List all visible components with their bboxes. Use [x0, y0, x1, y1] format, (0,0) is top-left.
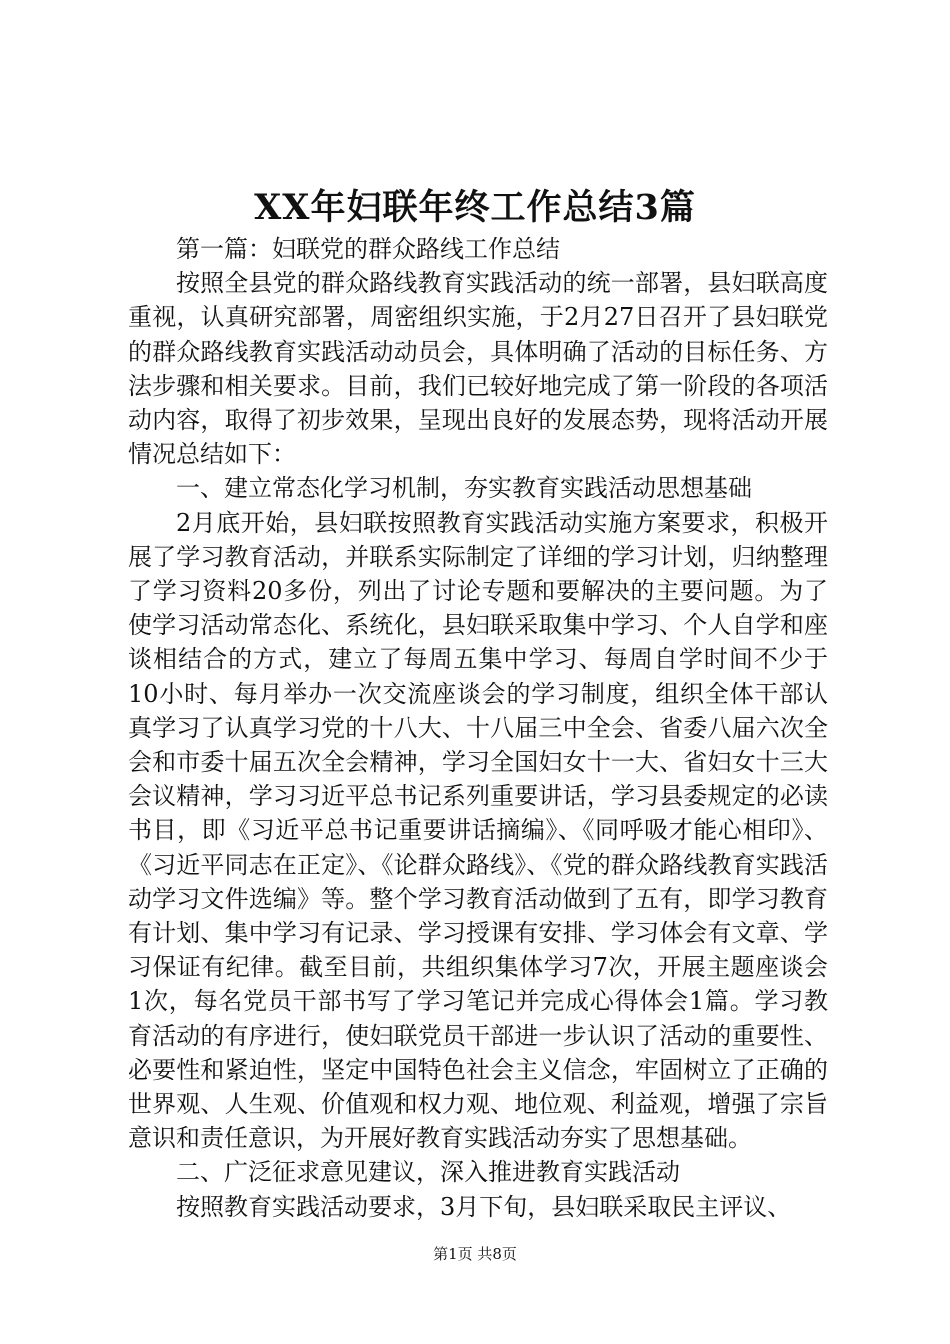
body-paragraph: 按照全县党的群众路线教育实践活动的统一部署，县妇联高度重视，认真研究部署，周密组织实施，于2月27日召开了县妇联党的群众路线教育实践活动动员会，具体明确了活动的目标任务、方法步骤和相关要求。目前，我们已较好地完成了第一阶段的各项活动内容，取得了初步效果，呈现出良好的发展态势，现将活动开展情况总结如下：	[128, 269, 828, 469]
page-footer: 第1页 共8页	[433, 1245, 517, 1263]
document-title: XX年妇联年终工作总结3篇	[254, 187, 696, 228]
section-heading: 第一篇：妇联党的群众路线工作总结	[176, 235, 560, 263]
section-heading: 一、建立常态化学习机制，夯实教育实践活动思想基础	[176, 474, 752, 503]
body-paragraph: 按照教育实践活动要求，3月下旬，县妇联采取民主评议、	[176, 1192, 792, 1221]
section-heading: 二、广泛征求意见建议，深入推进教育实践活动	[176, 1158, 680, 1187]
body-paragraph: 2月底开始，县妇联按照教育实践活动实施方案要求，积极开展了学习教育活动，并联系实际制定了详细的学习计划，归纳整理了学习资料20多份，列出了讨论专题和要解决的主要问题。为了使学习活动常态化、系统化，县妇联采取集中学习、个人自学和座谈相结合的方式，建立了每周五集中学习、每周自学时间不少于10小时、每月举办一次交流座谈会的学习制度，组织全体干部认真学习了认真学习党的十八大、十八届三中全会、省委八届六次全会和市委十届五次全会精神，学习全国妇女十一大、省妇女十三大会议精神，学习习近平总书记系列重要讲话，学习县委规定的必读书目，即《习近平总书记重要讲话摘编》、《同呼吸才能心相印》、《习近平同志在正定》、《论群众路线》、《党的群众路线教育实践活动学习文件选编》等。整个学习教育活动做到了五有，即学习教育有计划、集中学习有记录、学习授课有安排、学习体会有文章、学习保证有纪律。截至目前，共组织集体学习7次，开展主题座谈会1次，每名党员干部书写了学习笔记并完成心得体会1篇。学习教育活动的有序进行，使妇联党员干部进一步认识了活动的重要性、必要性和紧迫性，坚定中国特色社会主义信念，牢固树立了正确的世界观、人生观、价值观和权力观、地位观、利益观，增强了宗旨意识和责任意识，为开展好教育实践活动夯实了思想基础。	[128, 508, 828, 1153]
document-body	[128, 232, 828, 1224]
